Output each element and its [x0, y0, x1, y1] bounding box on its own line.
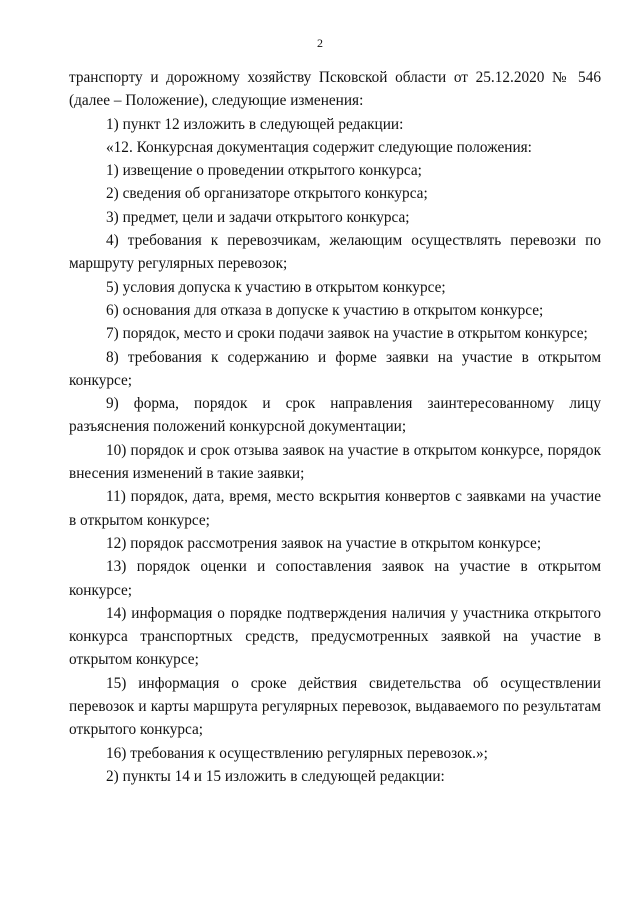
list-item: 6) основания для отказа в допуске к участию в открытом конкурсе;: [106, 301, 544, 319]
list-item: 13) порядок оценки и сопоставления заявок на участие в открытом конкурсе;: [69, 558, 601, 599]
list-item: 3) предмет, цели и задачи открытого конкурса;: [106, 208, 410, 226]
list-item: 14) информация о порядке подтверждения наличия у участника открытого конкурса транспортных средств, предусмотренных заявкой на участие в открытом конкурсе;: [69, 604, 601, 669]
paragraph-amendment-2: 2) пункты 14 и 15 изложить в следующей редакции:: [106, 767, 445, 785]
list-item: 8) требования к содержанию и форме заявки на участие в открытом конкурсе;: [69, 348, 601, 389]
paragraph-amendment-1: 1) пункт 12 изложить в следующей редакции:: [106, 115, 404, 133]
list-item: 11) порядок, дата, время, место вскрытия конвертов с заявками на участие в открытом конкурсе;: [69, 488, 601, 529]
page-number: 2: [317, 36, 323, 50]
list-item: 15) информация о сроке действия свидетельства об осуществлении перевозок и карты маршрута регулярных перевозок, выдаваемого по результатам открытого конкурса;: [69, 674, 601, 739]
list-item: 7) порядок, место и сроки подачи заявок на участие в открытом конкурсе;: [106, 325, 588, 343]
paragraph-intro: транспорту и дорожному хозяйству Псковской области от 25.12.2020 № 546 (далее – Положение), следующие изменения:: [69, 69, 601, 110]
list-item: 1) извещение о проведении открытого конкурса;: [106, 162, 422, 180]
list-item: 9) форма, порядок и срок направления заинтересованному лицу разъяснения положений конкурсной документации;: [69, 395, 601, 436]
list-item: 2) сведения об организаторе открытого конкурса;: [106, 185, 428, 203]
list-item: 12) порядок рассмотрения заявок на участие в открытом конкурсе;: [106, 534, 542, 552]
list-item: 5) условия допуска к участию в открытом конкурсе;: [106, 278, 446, 296]
paragraph-item-12-heading: «12. Конкурсная документация содержит следующие положения:: [106, 138, 532, 156]
document-body: [69, 66, 601, 788]
list-item: 10) порядок и срок отзыва заявок на участие в открытом конкурсе, порядок внесения изменений в такие заявки;: [69, 441, 601, 483]
list-item: 16) требования к осуществлению регулярных перевозок.»;: [106, 744, 488, 762]
list-item: 4) требования к перевозчикам, желающим осуществлять перевозки по маршруту регулярных перевозок;: [69, 232, 601, 273]
